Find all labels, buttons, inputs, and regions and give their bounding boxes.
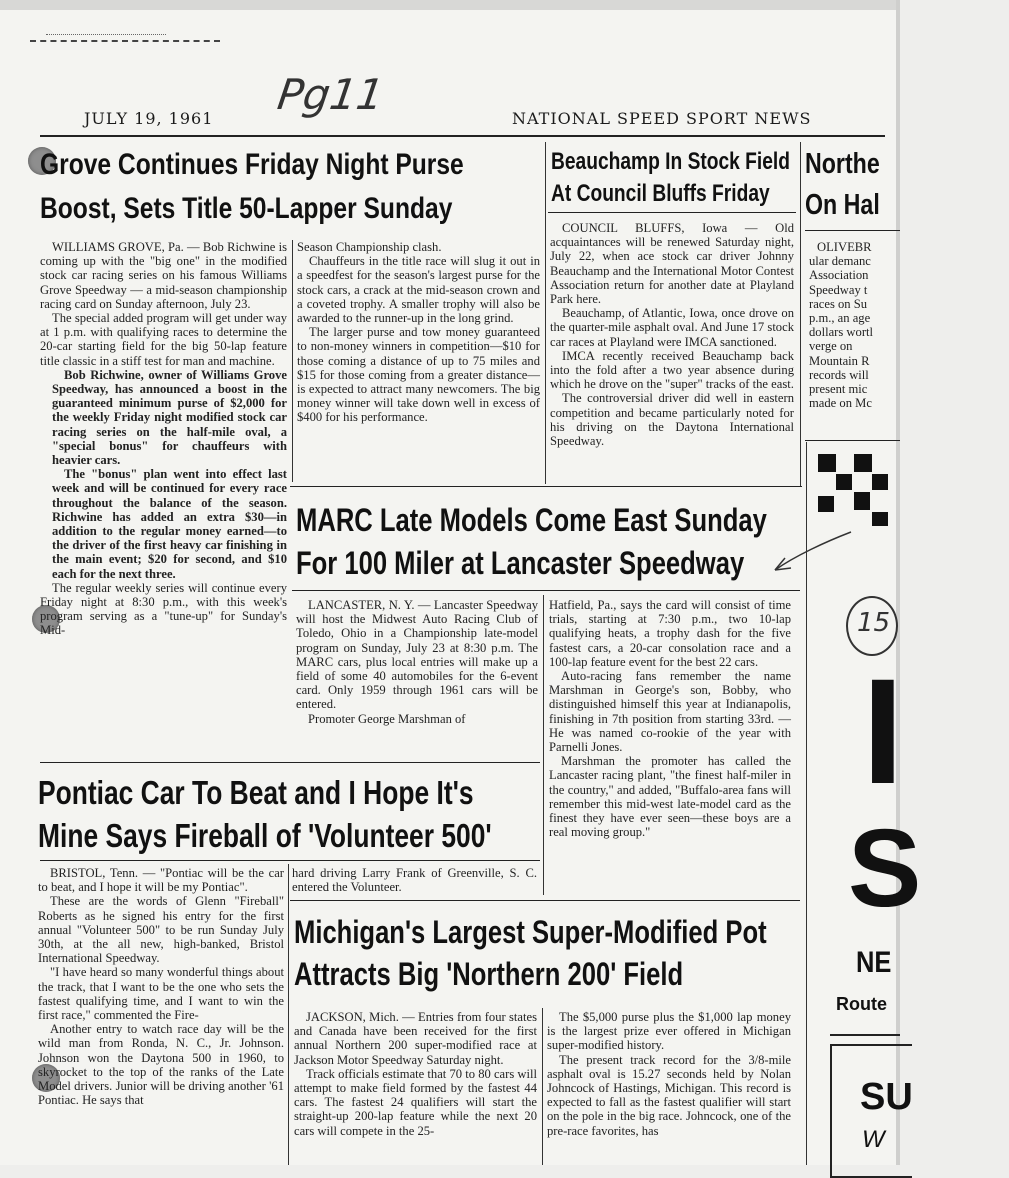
checker-block [836, 474, 852, 490]
paragraph: Marshman the promoter has called the Lancaster racing plant, "the finest half-miler in the country," and added, "Buffalo-area fans will remember this mid-west late-model card as the finest they have ever seen—these boys are a real moving group." [549, 754, 791, 840]
publication-name: NATIONAL SPEED SPORT NEWS [512, 109, 812, 128]
handwritten-page-note: Pg11 [274, 70, 387, 119]
headline: Northe [805, 148, 880, 180]
column-rule [800, 142, 801, 487]
paragraph: The present track record for the 3/8-mile asphalt oval is 15.27 seconds held by Nolan Johncock of Hastings, Michigan. This record is expected to fall as the fastest qualifier will start on the pole in the big race. Johncock, one of the pre-race favorites, has [547, 1052, 791, 1138]
headline-rule [292, 590, 800, 591]
headline-rule [40, 860, 540, 861]
paragraph: Track officials estimate that 70 to 80 cars will attempt to make field formed by the fastest 44 cars. The fastest 24 qualifiers will start the straight-up 200-lap feature while the next 20 cars will compete in the 25- [294, 1066, 537, 1138]
paragraph: Hatfield, Pa., says the card will consist of time trials, starting at 7:30 p.m., two 10-lap qualifying heats, a trophy dash for the five fastest cars, a 20-car consolation race and a 100-lap feature event for the best 22 cars. [549, 598, 791, 669]
checker-block [818, 454, 836, 472]
paragraph: Another entry to watch race day will be the wild man from Ronda, N. C., Jr. Johnson. Johnson won the Daytona 500 in 1960, to skyrocket to the top of the ranks of the Late Model drivers. Junior will be driving another '61 Pontiac. He says that [38, 1022, 284, 1108]
text-line: Speedway t [809, 282, 868, 297]
article-column [40, 240, 287, 638]
perforation-line [46, 34, 166, 35]
paragraph: Chauffeurs in the title race will slug it out in a speedfest for the season's largest purse for the stock cars, a crack at the mid-season crown and a coveted trophy. A smaller trophy will also be awarded to the runner-up in the long grind. [297, 254, 540, 326]
text-line: p.m., an age [809, 311, 871, 326]
headline: Grove Continues Friday Night Purse [40, 148, 464, 181]
handwritten-number: 15 [857, 608, 891, 638]
paragraph: BRISTOL, Tenn. — "Pontiac will be the car to beat, and I hope it will be my Pontiac". [38, 866, 284, 895]
headline: On Hal [805, 189, 880, 221]
paragraph: IMCA recently received Beauchamp back into the fold after a two year absence during which he drove on the "super" tracks of the east. [550, 348, 794, 392]
checker-block [872, 512, 888, 526]
paragraph: The controversial driver did well in eastern competition and became particularly noted for his driving on the Daytona International Speedway. [550, 391, 794, 449]
ad-text: W [862, 1126, 885, 1153]
ad-big-letter: S [848, 807, 922, 930]
checker-block [818, 496, 834, 512]
bold-paragraph: The "bonus" plan went into effect last week and will be continued for every race throughout the balance of the season. Richwine has added an extra $30—in addition to the regular money earned—to the driver of the first heavy car finishing in the main event; $20 for second, and $10 each for the next three. [52, 467, 287, 581]
paragraph: The larger purse and tow money guaranteed to non-money winners in competition—$10 for those coming a distance of up to 75 miles and $15 for those coming from a greater distance—is expected to attract many newcomers. The big money winner will take down well in excess of $400 for his performance. [297, 325, 540, 425]
paragraph: WILLIAMS GROVE, Pa. — Bob Richwine is coming up with the "big one" in the modified stock car racing series on his famous Williams Grove Speedway — a mid-season championship racing card on Sunday afternoon, July 23. [40, 240, 287, 311]
paragraph: The regular weekly series will continue every Friday night at 8:30 p.m., with this week's program serving as a "tune-up" for Sunday's Mid- [40, 580, 287, 638]
section-rule [290, 900, 800, 901]
article-column [547, 1010, 791, 1138]
headline: Michigan's Largest Super-Modified Pot [294, 914, 767, 950]
article-column [294, 1010, 537, 1138]
column-rule [543, 595, 544, 895]
column-rule [542, 1008, 543, 1165]
text-line: present mic [809, 382, 868, 397]
article-column [809, 240, 1009, 410]
headline: Beauchamp In Stock Field [551, 148, 790, 175]
article-column [296, 598, 538, 726]
ad-text: SU [860, 1076, 913, 1118]
text-line: dollars wortl [809, 325, 874, 340]
paragraph: These are the words of Glenn "Fireball" Roberts as he signed his entry for the first annual "Volunteer 500" to be run Sunday July 30th, at the all new, high-banked, Bristol International Speedway. [38, 894, 284, 966]
checker-block [872, 474, 888, 490]
paragraph: Season Championship clash. [297, 240, 442, 254]
section-rule [290, 486, 802, 487]
section-rule [805, 440, 900, 441]
article-column [550, 221, 794, 448]
paragraph: The $5,000 purse plus the $1,000 lap money is the largest prize ever offered in Michigan super-modified history. [547, 1010, 791, 1053]
article-column [297, 240, 540, 425]
text-line: Mountain R [809, 353, 870, 368]
headline: Pontiac Car To Beat and I Hope It's [38, 774, 474, 811]
article-column [549, 598, 791, 839]
column-rule [545, 142, 546, 484]
issue-date: JULY 19, 1961 [84, 109, 214, 128]
headline: Boost, Sets Title 50-Lapper Sunday [40, 192, 453, 225]
section-rule [40, 762, 540, 763]
handwritten-arrow [765, 528, 855, 578]
text-line: records will [809, 367, 869, 382]
text-line: OLIVEBR [817, 240, 872, 254]
article-column [38, 866, 284, 1107]
paragraph: COUNCIL BLUFFS, Iowa — Old acquaintances will be renewed Saturday night, July 22, when ace stock car driver Johnny Beauchamp and the International Motor Contest Association return for another date at Playland Park here. [550, 221, 794, 307]
article-column [292, 866, 537, 894]
ad-big-letter: I [862, 647, 904, 815]
perforation-line [30, 40, 220, 42]
paragraph: The special added program will get under way at 1 p.m. with qualifying races to determine the 20-car starting field for the big 50-lap feature title classic in a stiff test for man and machine. [40, 311, 287, 368]
text-line: verge on [809, 339, 853, 354]
scan-top-band [0, 0, 900, 10]
checker-block [854, 492, 870, 510]
paragraph: hard driving Larry Frank of Greenville, S. C. entered the Volunteer. [292, 866, 537, 895]
text-line: Association [809, 268, 869, 283]
column-rule [288, 864, 289, 1165]
paragraph: "I have heard so many wonderful things about the track, that I want to be the one who sets the fastest qualifying time, and I want to win the first race," commented the Fire- [38, 965, 284, 1023]
ad-text: Route [836, 994, 887, 1014]
cropped-story [805, 142, 900, 442]
column-rule [292, 240, 293, 482]
paragraph: JACKSON, Mich. — Entries from four states and Canada have been received for the first annual Northern 200 super-modified race at Jackson Motor Speedway Saturday night. [294, 1010, 537, 1067]
text-line: ular demanc [809, 254, 871, 269]
headline: MARC Late Models Come East Sunday [296, 502, 767, 538]
headline: Mine Says Fireball of 'Volunteer 500' [38, 817, 492, 854]
headline: For 100 Miler at Lancaster Speedway [296, 545, 745, 581]
headline: At Council Bluffs Friday [551, 180, 770, 207]
paragraph: Beauchamp, of Atlantic, Iowa, once drove on the quarter-mile asphalt oval. And June 17 stock car races at Playland were IMCA sanctioned. [550, 306, 794, 349]
paragraph: LANCASTER, N. Y. — Lancaster Speedway will host the Midwest Auto Racing Club of Toledo, Ohio in a Championship late-model program on Sunday, July 23 at 8:30 p.m. The MARC cars, plus local entries will make up a field of some 40 automobiles for the 6-event card. Only 1959 through 1961 cars will be entered. [296, 598, 538, 712]
paragraph: Promoter George Marshman of [308, 711, 466, 726]
text-line: races on Su [809, 296, 868, 311]
text-line: made on Mc [809, 396, 872, 411]
bold-paragraph: Bob Richwine, owner of Williams Grove Speedway, has announced a boost in the guaranteed minimum purse of $2,000 for the weekly Friday night modified stock car racing series on the half-mile oval, a "special bonus" for chauffeurs with heavier cars. [52, 367, 287, 468]
headline-rule [805, 230, 900, 231]
ad-text: NE [856, 946, 892, 979]
checker-block [854, 454, 872, 472]
masthead-rule [40, 135, 885, 137]
headline-rule [548, 212, 796, 213]
ad-rule [830, 1034, 900, 1036]
headline: Attracts Big 'Northern 200' Field [294, 956, 684, 992]
paragraph: Auto-racing fans remember the name Marshman in George's son, Bobby, who distinguished himself this year at Indianapolis, finishing in 7th position from starting 33rd. —He was named co-rookie of the year with Parnelli Jones. [549, 669, 791, 755]
